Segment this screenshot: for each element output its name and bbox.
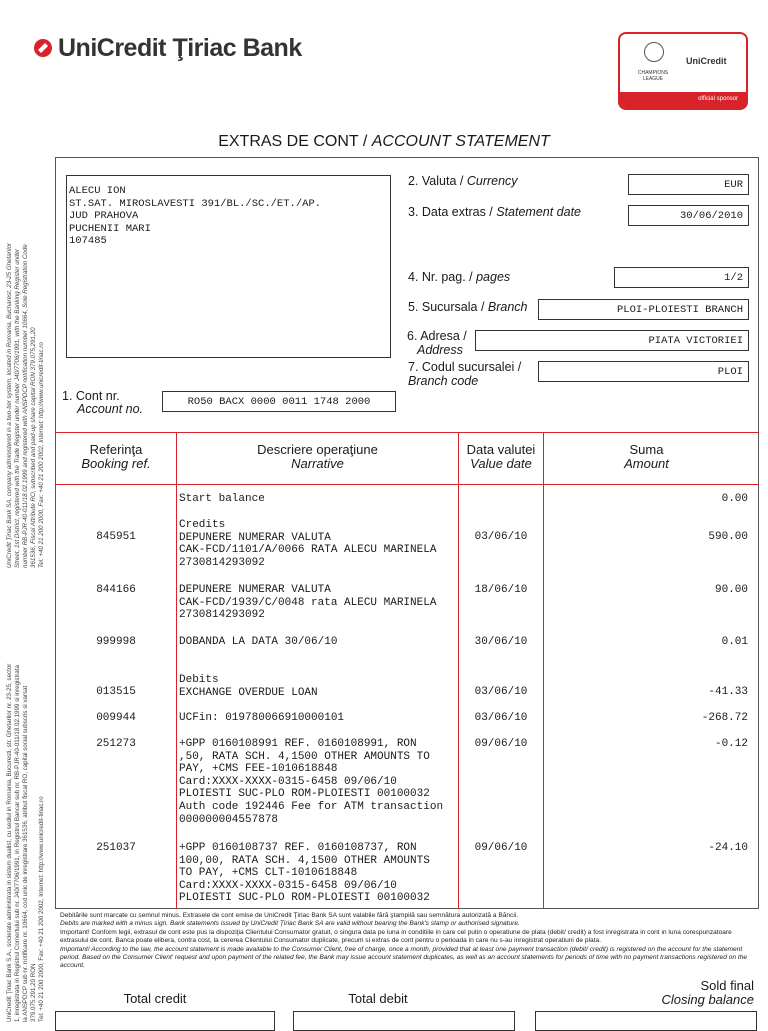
row-ref: 009944 <box>96 712 136 724</box>
row-date: 09/06/10 <box>474 738 528 750</box>
row-ref: 251037 <box>96 842 136 854</box>
pages-value: 1/2 <box>614 267 749 288</box>
bank-logo-text: UniCredit Ţiriac Bank <box>58 34 302 62</box>
total-credit-box <box>55 1011 275 1031</box>
row-narrative: +GPP 0160108991 REF. 0160108991, RON ,50, RATA SCH. 4,1500 OTHER AMOUNTS TO PAY, +CMS FEE-1010618848 Card:XXXX-XXXX-0315-6458 09/06/10 PLOIESTI SUC-PLO ROM-PLOIESTI 00100032 Auth code 192446 Fee for ATM transaction 000000004557878 <box>179 738 444 826</box>
row-date: 18/06/10 <box>474 584 528 596</box>
currency-value: EUR <box>628 174 749 195</box>
closing-balance-label: Sold final Closing balance <box>661 978 754 1007</box>
total-debit-label: Total debit <box>348 991 408 1006</box>
row-amount: 90.00 <box>714 584 748 596</box>
header-value-date: Data valutei Value date <box>466 442 536 471</box>
branch-label: 5. Sucursala / Branch <box>408 300 528 314</box>
row-date: 03/06/10 <box>474 531 528 543</box>
table-header-rule <box>55 484 759 485</box>
client-name: ALECU ION <box>69 185 126 197</box>
row-ref: 251273 <box>96 738 136 750</box>
champions-league-ball-icon <box>644 42 664 62</box>
header-amount: Suma Amount <box>624 442 669 471</box>
row-narrative: DOBANDA LA DATA 30/06/10 <box>179 636 338 648</box>
row-amount: -268.72 <box>701 712 748 724</box>
header-narrative: Descriere operaţiune Narrative <box>257 442 378 471</box>
client-address-line: PUCHENII MARI <box>69 222 151 235</box>
row-ref: 845951 <box>96 531 136 543</box>
client-postal-code: 107485 <box>69 235 107 248</box>
unicredit-logo-icon <box>33 38 53 58</box>
client-address-box <box>66 175 391 358</box>
champions-league-sponsor-badge <box>618 32 748 110</box>
column-divider <box>176 432 177 909</box>
header-booking-ref: Referinţa Booking ref. <box>81 442 151 471</box>
client-address-line: JUD PRAHOVA <box>69 210 139 223</box>
row-date: 30/06/10 <box>474 636 528 648</box>
table-top-rule <box>55 432 759 433</box>
row-ref: 013515 <box>96 686 136 698</box>
sponsor-brand-text: UniCredit <box>686 56 727 66</box>
row-amount: -0.12 <box>714 738 748 750</box>
row-amount: 590.00 <box>708 531 748 543</box>
row-amount: 0.01 <box>721 636 748 648</box>
branch-value: PLOI-PLOIESTI BRANCH <box>538 299 749 320</box>
row-amount: -41.33 <box>708 686 748 698</box>
statement-date-label: 3. Data extras / Statement date <box>408 205 582 219</box>
statement-date-value: 30/06/2010 <box>628 205 749 226</box>
total-debit-box <box>293 1011 515 1031</box>
row-ref: 844166 <box>96 584 136 596</box>
row-date: 09/06/10 <box>474 842 528 854</box>
row-date: 03/06/10 <box>474 712 528 724</box>
total-credit-label: Total credit <box>123 991 187 1006</box>
currency-label: 2. Valuta / Currency <box>408 174 518 188</box>
row-amount: 0.00 <box>721 493 748 505</box>
row-narrative: Credits DEPUNERE NUMERAR VALUTA CAK-FCD/1101/A/0066 RATA ALECU MARINELA 2730814293092 <box>179 519 437 569</box>
side-legal-text-en: UniCredit Ţiriac Bank SA, company administered in a two-tier system, located in Romania, Bucharest, 23-25 Ghetarilor Street, 1st District, registered with the Trade Register under number J40/7706/1991, with the Banking Register under number RB-PJR-40-011/18.02.1999 and registered with ANSPDCP notification number 10664, Sole Registration Code 361536, Fiscal Attribute RO, subscribed and paid-up share capital RON 379.075.291,20 Tel: +40 21 200 2000, Fax: +40 21 200 2002, Internet: http://www.unicredit-tiriac.ro <box>6 243 45 568</box>
account-label: 1. Cont nr. Account no. <box>62 389 144 416</box>
branch-code-value: PLOI <box>538 361 749 382</box>
side-legal-text-ro: UniCredit Ţiriac Bank S.A., societate administrata in sistem dualist, cu sediul in Romania, Bucuresti, str. Ghetarilor nr. 23-25, sector 1, inregistrata in Registrul Comertului sub nr. J40/7706/1991, in Registrul Bancar sub nr. RB-PJR-40-011/18.02.1999 si inregistrata la ANSPDCP sub nr. notificare nr. 10664, cod unic de inregistrare 361536, atribut fiscal RO, capital social subscris si varsat 379.075.291,20 RON Tel: +40 21 200 2000, Fax: +40 21 200 2002, Internet: http://www.unicredit-tiriac.ro <box>6 663 45 1022</box>
closing-balance-box <box>535 1011 757 1031</box>
account-number-value: RO50 BACX 0000 0011 1748 2000 <box>162 391 396 412</box>
row-ref: 999998 <box>96 636 136 648</box>
client-address-line: ST.SAT. MIROSLAVESTI 391/BL./SC./ET./AP. <box>69 197 322 210</box>
page-title: EXTRAS DE CONT / ACCOUNT STATEMENT <box>218 133 550 150</box>
row-narrative: DEPUNERE NUMERAR VALUTA CAK-FCD/1939/C/0048 rata ALECU MARINELA 2730814293092 <box>179 584 437 622</box>
column-divider <box>458 432 459 909</box>
sponsor-league-text: CHAMPIONS LEAGUE <box>637 70 669 82</box>
row-amount: -24.10 <box>708 842 748 854</box>
pages-label: 4. Nr. pag. / pages <box>408 270 511 284</box>
row-narrative: Debits EXCHANGE OVERDUE LOAN <box>179 674 318 699</box>
row-narrative: Start balance <box>179 493 265 505</box>
row-narrative: UCFin: 019780066910000101 <box>179 712 345 724</box>
row-narrative: +GPP 0160108737 REF. 0160108737, RON 100,00, RATA SCH. 4,1500 OTHER AMOUNTS TO PAY, +CMS CLT-1010618848 Card:XXXX-XXXX-0315-6458 09/06/10 PLOIESTI SUC-PLO ROM-PLOIESTI 00100032 <box>179 842 430 905</box>
footnote-debits: Debitările sunt marcate cu semnul minus. Extrasele de cont emise de UniCredit Ţiriac Bank SA sunt valabile fără ştampilă sau semnătura autorizată a Băncii. Debits are marked with a minus sign. Bank statements issued by UniCredit Ţiriac Bank SA are valid without bearing the Bank's stamp or authorised signature. Important! Conform legii, extrasul de cont este pus la dispoziţia Clientului Consumator gratuit, o singura data pe luna in conditiile in care cel putin o operatiune de plata (debit/ credit) a fost inregistrata in cont in luna corespunzatoare extrasului de cont. Banca poate elibera, contra cost, la cererea Clientului Consumator duplicate, precum si extras de cont pentru o perioada in care nu s-au inregistrat operatiuni de plata. Important! According to the law, the account statement is made available to the Consumer Client, free of charge, once a month, provided that at least one payment transaction (debit/ credit) is registered on the account for the statement period. Based on the Consumer Client' request and upon payment of the related fee, the Bank may issue account statement duplicates, as well as an account statements for periods of time with no payment transactions registered on the account. <box>60 912 748 970</box>
official-sponsor-text: official sponsor <box>698 96 738 102</box>
address-value: PIATA VICTORIEI <box>475 330 749 351</box>
branch-code-label: 7. Codul sucursalei / Branch code <box>408 360 522 388</box>
row-date: 03/06/10 <box>474 686 528 698</box>
address-label: 6. Adresa / Address <box>407 329 467 357</box>
